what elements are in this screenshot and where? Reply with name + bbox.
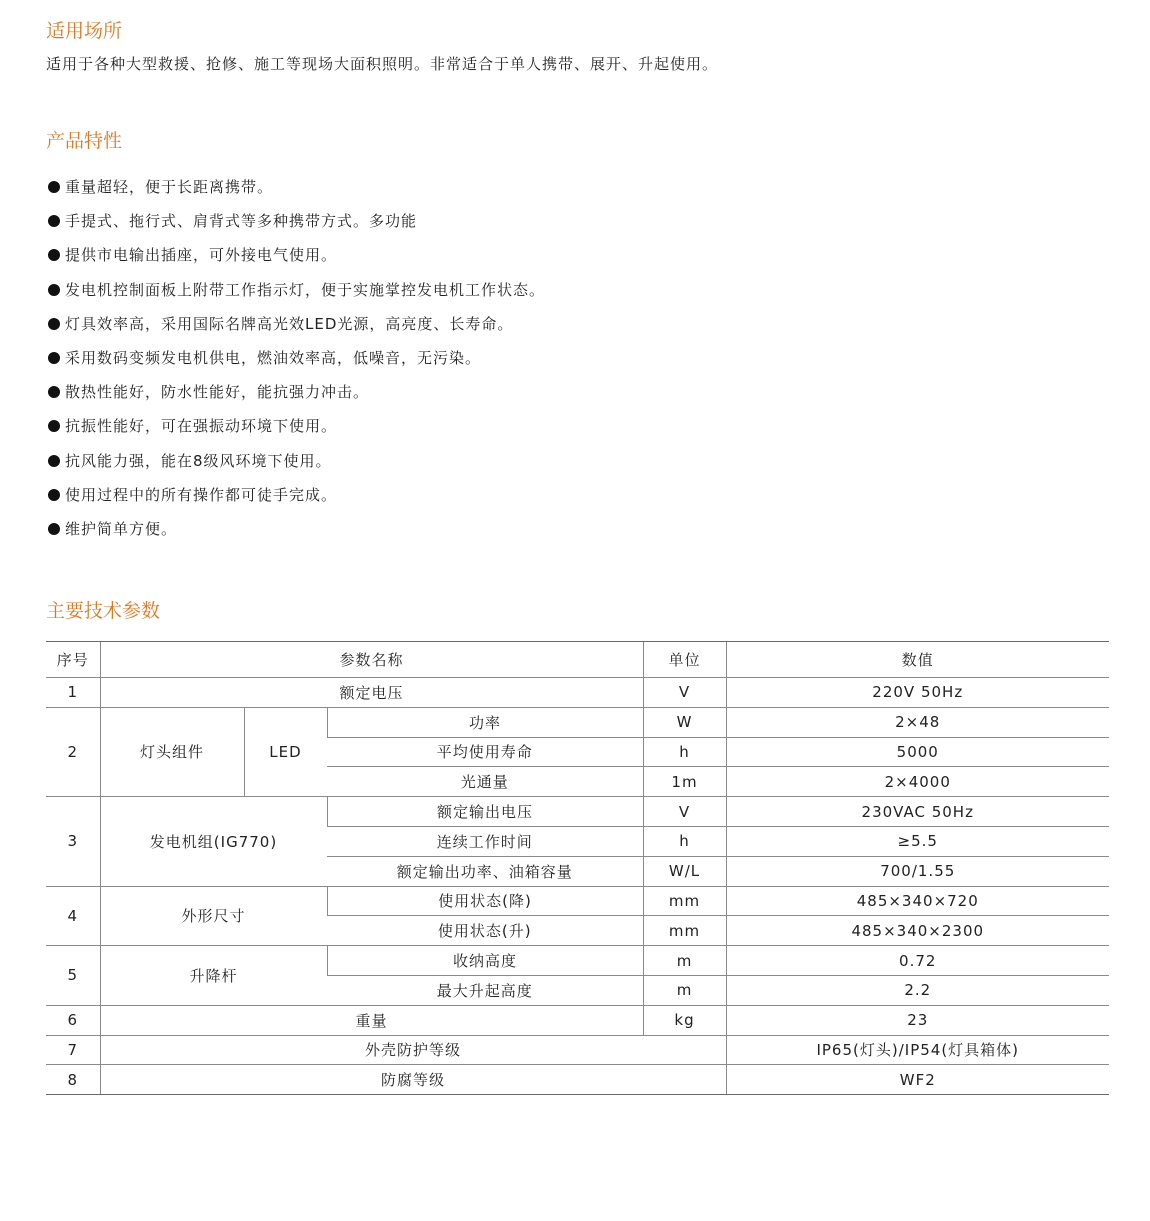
list-item xyxy=(46,238,545,272)
feature-text: 灯具效率高，采用国际名牌高光效LED光源，高亮度、长寿命。 xyxy=(65,314,514,333)
cell-unit: m xyxy=(643,946,726,976)
bullet-icon xyxy=(48,352,60,364)
cell-unit: 1m xyxy=(643,767,726,797)
cell-group: 外形尺寸 xyxy=(100,886,327,946)
cell-value: 220V 50Hz xyxy=(726,678,1109,708)
cell-unit: mm xyxy=(643,916,726,946)
bullet-icon xyxy=(48,215,60,227)
cell-name: 额定输出功率、油箱容量 xyxy=(327,856,643,886)
bullet-icon xyxy=(48,386,60,398)
cell-value: 2.2 xyxy=(726,975,1109,1005)
cell-group: 灯头组件 xyxy=(100,707,244,796)
bullet-icon xyxy=(48,420,60,432)
cell-name: 连续工作时间 xyxy=(327,826,643,856)
list-item xyxy=(46,170,545,204)
table-row xyxy=(46,886,1109,916)
table-row xyxy=(46,946,1109,976)
cell-value: 23 xyxy=(726,1005,1109,1035)
feature-list xyxy=(46,170,545,546)
feature-text: 发电机控制面板上附带工作指示灯，便于实施掌控发电机工作状态。 xyxy=(65,280,546,299)
feature-text: 散热性能好，防水性能好，能抗强力冲击。 xyxy=(65,383,370,402)
cell-name: 额定电压 xyxy=(100,678,643,708)
bullet-icon xyxy=(48,523,60,535)
bullet-icon xyxy=(48,455,60,467)
cell-unit: V xyxy=(643,797,726,827)
cell-unit: W xyxy=(643,707,726,737)
bullet-icon xyxy=(48,181,60,193)
cell-value: 485×340×720 xyxy=(726,886,1109,916)
cell-name: 功率 xyxy=(327,707,643,737)
cell-name: 使用状态(升) xyxy=(327,916,643,946)
section-title-specs: 主要技术参数 xyxy=(46,600,161,622)
table-row xyxy=(46,707,1109,737)
bullet-icon xyxy=(48,284,60,296)
header-unit: 单位 xyxy=(643,642,726,678)
header-name: 参数名称 xyxy=(100,642,643,678)
feature-text: 提供市电输出插座，可外接电气使用。 xyxy=(65,246,338,265)
cell-name: 外壳防护等级 xyxy=(100,1035,726,1065)
feature-text: 抗风能力强，能在8级风环境下使用。 xyxy=(65,451,332,470)
cell-name: 最大升起高度 xyxy=(327,975,643,1005)
cell-no: 4 xyxy=(46,886,100,946)
cell-value: WF2 xyxy=(726,1065,1109,1095)
list-item xyxy=(46,307,545,341)
section-title-features: 产品特性 xyxy=(46,130,123,152)
cell-no: 2 xyxy=(46,707,100,796)
cell-value: IP65(灯头)/IP54(灯具箱体) xyxy=(726,1035,1109,1065)
section-title-usage: 适用场所 xyxy=(46,20,123,42)
usage-text: 适用于各种大型救援、抢修、施工等现场大面积照明。非常适合于单人携带、展开、升起使用。 xyxy=(46,55,719,73)
cell-no: 8 xyxy=(46,1065,100,1095)
cell-unit: V xyxy=(643,678,726,708)
table-row xyxy=(46,797,1109,827)
cell-name: 额定输出电压 xyxy=(327,797,643,827)
list-item xyxy=(46,409,545,443)
cell-no: 5 xyxy=(46,946,100,1006)
cell-unit: m xyxy=(643,975,726,1005)
feature-text: 维护简单方便。 xyxy=(65,519,178,538)
bullet-icon xyxy=(48,489,60,501)
list-item xyxy=(46,512,545,546)
cell-value: 485×340×2300 xyxy=(726,916,1109,946)
spec-table xyxy=(46,641,1109,1095)
cell-no: 7 xyxy=(46,1035,100,1065)
list-item xyxy=(46,204,545,238)
cell-value: 0.72 xyxy=(726,946,1109,976)
cell-value: 5000 xyxy=(726,737,1109,767)
cell-name: 使用状态(降) xyxy=(327,886,643,916)
cell-unit: W/L xyxy=(643,856,726,886)
list-item xyxy=(46,341,545,375)
cell-value: 2×48 xyxy=(726,707,1109,737)
cell-group: 发电机组(IG770) xyxy=(100,797,327,886)
list-item xyxy=(46,478,545,512)
cell-subgroup: LED xyxy=(244,707,327,796)
feature-text: 抗振性能好，可在强振动环境下使用。 xyxy=(65,417,338,436)
cell-value: 230VAC 50Hz xyxy=(726,797,1109,827)
cell-value: 2×4000 xyxy=(726,767,1109,797)
cell-name: 重量 xyxy=(100,1005,643,1035)
cell-name: 收纳高度 xyxy=(327,946,643,976)
list-item xyxy=(46,273,545,307)
feature-text: 采用数码变频发电机供电，燃油效率高，低噪音，无污染。 xyxy=(65,349,482,368)
bullet-icon xyxy=(48,249,60,261)
cell-no: 3 xyxy=(46,797,100,886)
feature-text: 手提式、拖行式、肩背式等多种携带方式。多功能 xyxy=(65,212,418,231)
header-no: 序号 xyxy=(46,642,100,678)
header-value: 数值 xyxy=(726,642,1109,678)
cell-unit: h xyxy=(643,826,726,856)
table-row xyxy=(46,1065,1109,1095)
cell-unit: h xyxy=(643,737,726,767)
list-item xyxy=(46,444,545,478)
feature-text: 使用过程中的所有操作都可徒手完成。 xyxy=(65,485,338,504)
cell-value: ≥5.5 xyxy=(726,826,1109,856)
list-item xyxy=(46,375,545,409)
bullet-icon xyxy=(48,318,60,330)
cell-unit: kg xyxy=(643,1005,726,1035)
cell-value: 700/1.55 xyxy=(726,856,1109,886)
table-row xyxy=(46,678,1109,708)
table-row xyxy=(46,1035,1109,1065)
cell-no: 6 xyxy=(46,1005,100,1035)
cell-group: 升降杆 xyxy=(100,946,327,1006)
cell-name: 防腐等级 xyxy=(100,1065,726,1095)
feature-text: 重量超轻，便于长距离携带。 xyxy=(65,178,274,197)
cell-name: 平均使用寿命 xyxy=(327,737,643,767)
cell-name: 光通量 xyxy=(327,767,643,797)
table-header-row xyxy=(46,642,1109,678)
table-row xyxy=(46,1005,1109,1035)
cell-unit: mm xyxy=(643,886,726,916)
cell-no: 1 xyxy=(46,678,100,708)
